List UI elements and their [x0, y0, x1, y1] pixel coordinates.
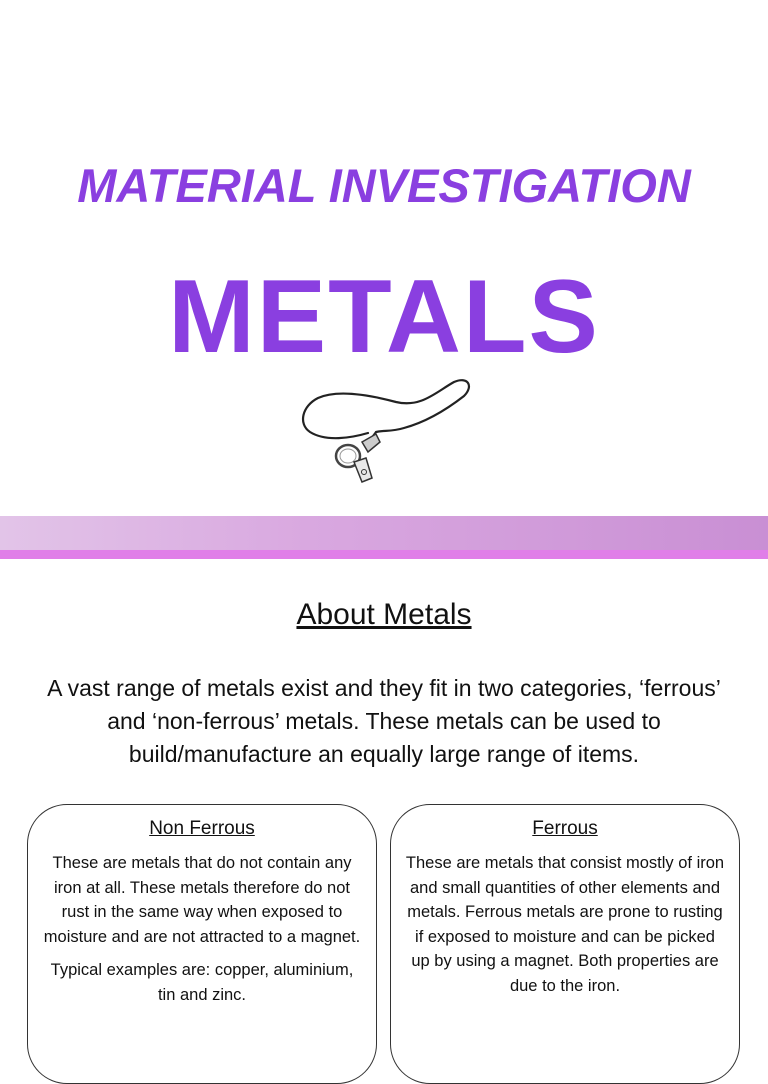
ferrous-title: Ferrous — [532, 818, 598, 839]
title-slide — [0, 0, 768, 516]
non-ferrous-title: Non Ferrous — [149, 818, 255, 839]
ferrous-description: These are metals that consist mostly of iron and small quantities of other elements and metals. Ferrous metals are prone to rusting if exposed to moisture and can be picked up by using a magnet. Both properties are due to the iron. — [405, 854, 725, 995]
divider-band — [0, 516, 768, 550]
non-ferrous-box — [27, 804, 377, 1084]
intro-paragraph: A vast range of metals exist and they fit in two categories, ‘ferrous’ and ‘non-ferrous’ metals. These metals can be used to build/manufacture an equally large range of items. — [47, 675, 721, 767]
ferrous-box — [390, 804, 740, 1084]
section-heading: About Metals — [296, 598, 472, 631]
slide-subtitle: MATERIAL INVESTIGATION — [77, 159, 691, 212]
divider-line — [0, 550, 768, 559]
non-ferrous-description: These are metals that do not contain any iron at all. These metals therefore do not rust in the same way when exposed to moisture and are not attracted to a magnet. — [43, 854, 361, 946]
slide-title: METALS — [168, 259, 600, 375]
keyring-chain-icon — [296, 370, 476, 495]
non-ferrous-examples: Typical examples are: copper, aluminium, tin and zinc. — [50, 961, 354, 1004]
